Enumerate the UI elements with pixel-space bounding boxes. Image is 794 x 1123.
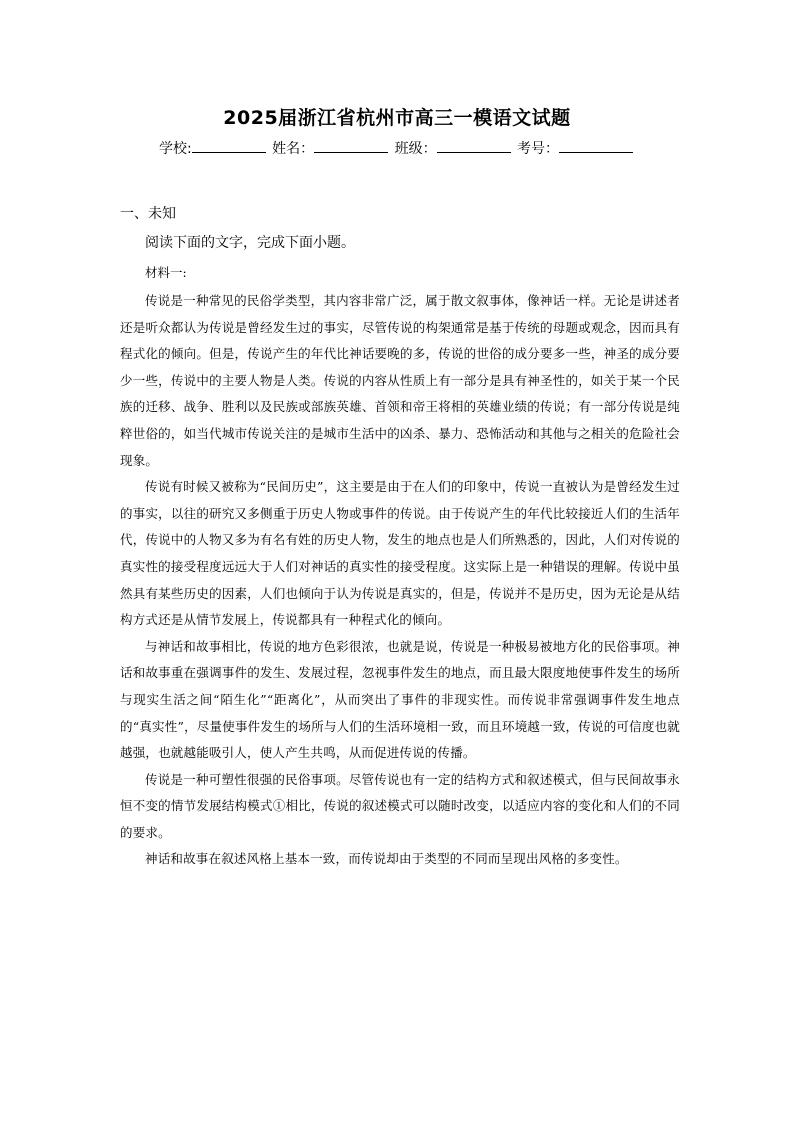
- number-label: 考号：: [517, 141, 560, 157]
- class-label: 班级：: [394, 141, 437, 157]
- school-blank[interactable]: [192, 139, 266, 153]
- class-blank[interactable]: [437, 139, 511, 153]
- student-info-line: [0, 138, 794, 158]
- material-label: 材料一:: [145, 265, 187, 280]
- exam-title: 2025届浙江省杭州市高三一模语文试题: [223, 107, 571, 129]
- passage-body: [120, 288, 680, 873]
- paragraph: 与神话和故事相比，传说的地方色彩很浓，也就是说，传说是一种极易被地方化的民俗事项。神话和故事重在强调事件的发生、发展过程，忽视事件发生的地点，而且最大限度地使事件发生的场所与现实生活之间“陌生化”“距离化”，从而突出了事件的非现实性。而传说非常强调事件发生地点的“真实性”，尽量使事件发生的场所与人们的生活环境相一致，而且环境越一致，传说的可信度也就越强，也就越能吸引人，使人产生共鸣，从而促进传说的传播。: [120, 638, 680, 761]
- name-blank[interactable]: [314, 139, 388, 153]
- paragraph: 传说是一种常见的民俗学类型，其内容非常广泛，属于散文叙事体，像神话一样。无论是讲述者还是听众都认为传说是曾经发生过的事实，尽管传说的构架通常是基于传统的母题或观念，因而具有程式化的倾向。但是，传说产生的年代比神话要晚的多，传说的世俗的成分要多一些，神圣的成分要少一些，传说中的主要人物是人类。传说的内容从性质上有一部分是具有神圣性的，如关于某一个民族的迁移、战争、胜利以及民族或部族英雄、首领和帝王将相的英雄业绩的传说；有一部分传说是纯粹世俗的，如当代城市传说关注的是城市生活中的凶杀、暴力、恐怖活动和其他与之相关的危险社会现象。: [120, 293, 680, 468]
- reading-instruction: 阅读下面的文字，完成下面小题。: [145, 235, 355, 251]
- paragraph: 传说有时候又被称为“民间历史”，这主要是由于在人们的印象中，传说一直被认为是曾经发生过的事实，以往的研究又多侧重于历史人物或事件的传说。由于传说产生的年代比较接近人们的生活年代，传说中的人物又多为有名有姓的历史人物，发生的地点也是人们所熟悉的，因此，人们对传说的真实性的接受程度远远大于人们对神话的真实性的接受程度。这实际上是一种错误的理解。传说中虽然具有某些历史的因素，人们也倾向于认为传说是真实的，但是，传说并不是历史，因为无论是从结构方式还是从情节发展上，传说都具有一种程式化的倾向。: [120, 479, 680, 628]
- paragraph: 传说是一种可塑性很强的民俗事项。尽管传说也有一定的结构方式和叙述模式，但与民间故事永恒不变的情节发展结构模式①相比，传说的叙述模式可以随时改变，以适应内容的变化和人们的不同的要求。: [120, 771, 680, 840]
- name-label: 姓名：: [272, 141, 315, 157]
- school-label: 学校:: [158, 141, 192, 157]
- number-blank[interactable]: [559, 139, 633, 153]
- paragraph: 神话和故事在叙述风格上基本一致，而传说却由于类型的不同而呈现出风格的多变性。: [145, 851, 628, 867]
- section-heading: 一、未知: [120, 206, 176, 222]
